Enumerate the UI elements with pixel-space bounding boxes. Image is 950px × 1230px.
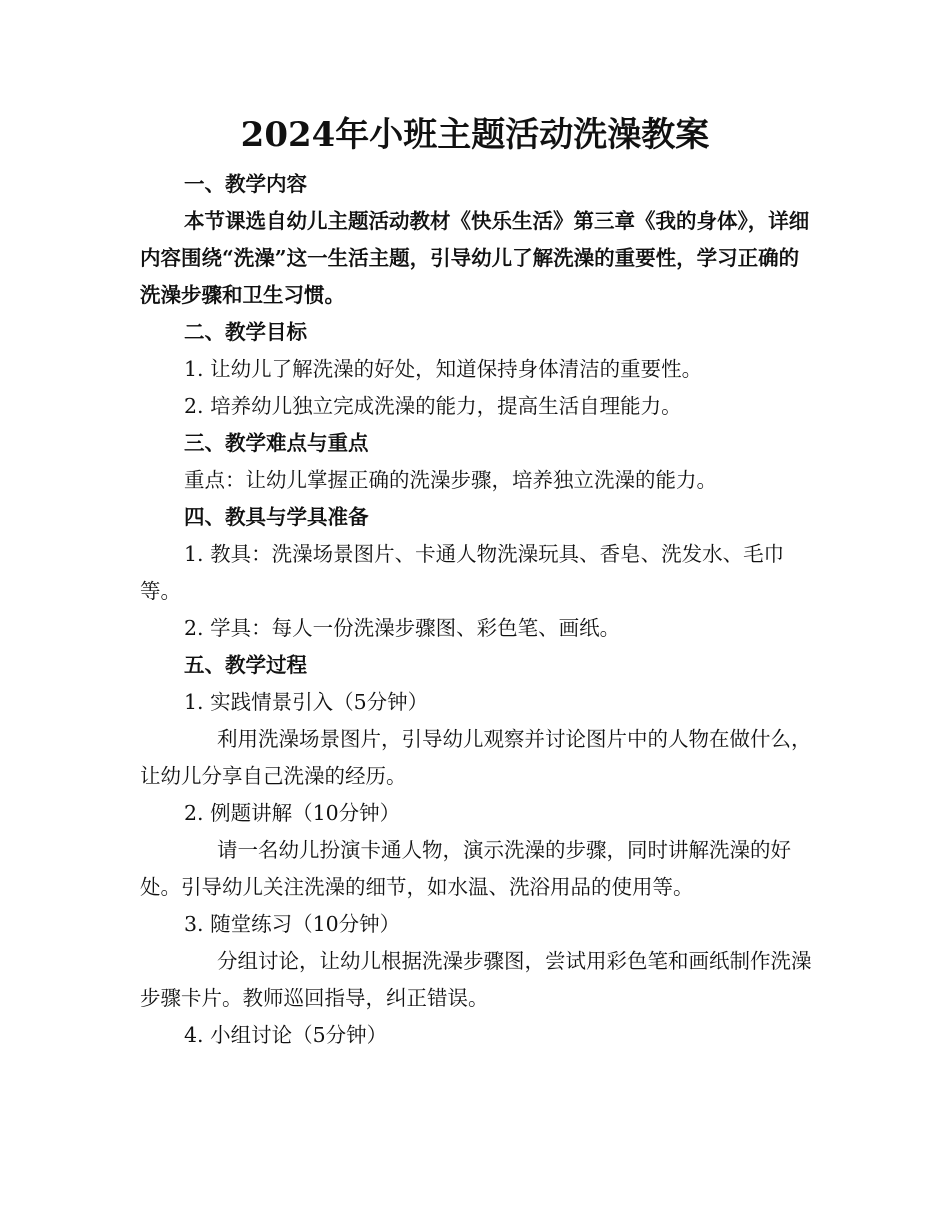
process-step-3-text: 分组讨论，让幼儿根据洗澡步骤图，尝试用彩色笔和画纸制作洗澡步骤卡片。教师巡回指导，纠正错误。 [140,949,812,1010]
process-step-4-title: 4. 小组讨论（5分钟） [184,1023,388,1047]
process-step-2-text: 请一名幼儿扮演卡通人物，演示洗澡的步骤，同时讲解洗澡的好处。引导幼儿关注洗澡的细节，如水温、洗浴用品的使用等。 [140,838,791,899]
document-title: 2024年小班主题活动洗澡教案 [240,115,710,155]
section-heading-teaching-goals: 二、教学目标 [184,320,307,344]
section-heading-materials: 四、教具与学具准备 [184,505,369,529]
materials-item-2: 2. 学具：每人一份洗澡步骤图、彩色笔、画纸。 [184,616,621,640]
process-step-1-text: 利用洗澡场景图片，引导幼儿观察并讨论图片中的人物在做什么，让幼儿分享自己洗澡的经历。 [140,727,812,788]
process-step-1-title: 1. 实践情景引入（5分钟） [184,690,429,714]
section-heading-teaching-content: 一、教学内容 [184,172,307,196]
goal-item-2: 2. 培养幼儿独立完成洗澡的能力，提高生活自理能力。 [184,394,682,418]
key-point-line: 重点：让幼儿掌握正确的洗澡步骤，培养独立洗澡的能力。 [184,468,717,492]
goal-item-1: 1. 让幼儿了解洗澡的好处，知道保持身体清洁的重要性。 [184,357,703,381]
paragraph-teaching-content: 本节课选自幼儿主题活动教材《快乐生活》第三章《我的身体》，详细内容围绕“洗澡”这一生活主题，引导幼儿了解洗澡的重要性，学习正确的洗澡步骤和卫生习惯。 [140,209,810,307]
section-heading-difficulties: 三、教学难点与重点 [184,431,369,455]
materials-item-1: 1. 教具：洗澡场景图片、卡通人物洗澡玩具、香皂、洗发水、毛巾等。 [140,542,785,603]
process-step-3-title: 3. 随堂练习（10分钟） [184,912,401,936]
process-step-2-title: 2. 例题讲解（10分钟） [184,801,401,825]
document-body [140,166,812,1054]
section-heading-process: 五、教学过程 [184,653,307,677]
